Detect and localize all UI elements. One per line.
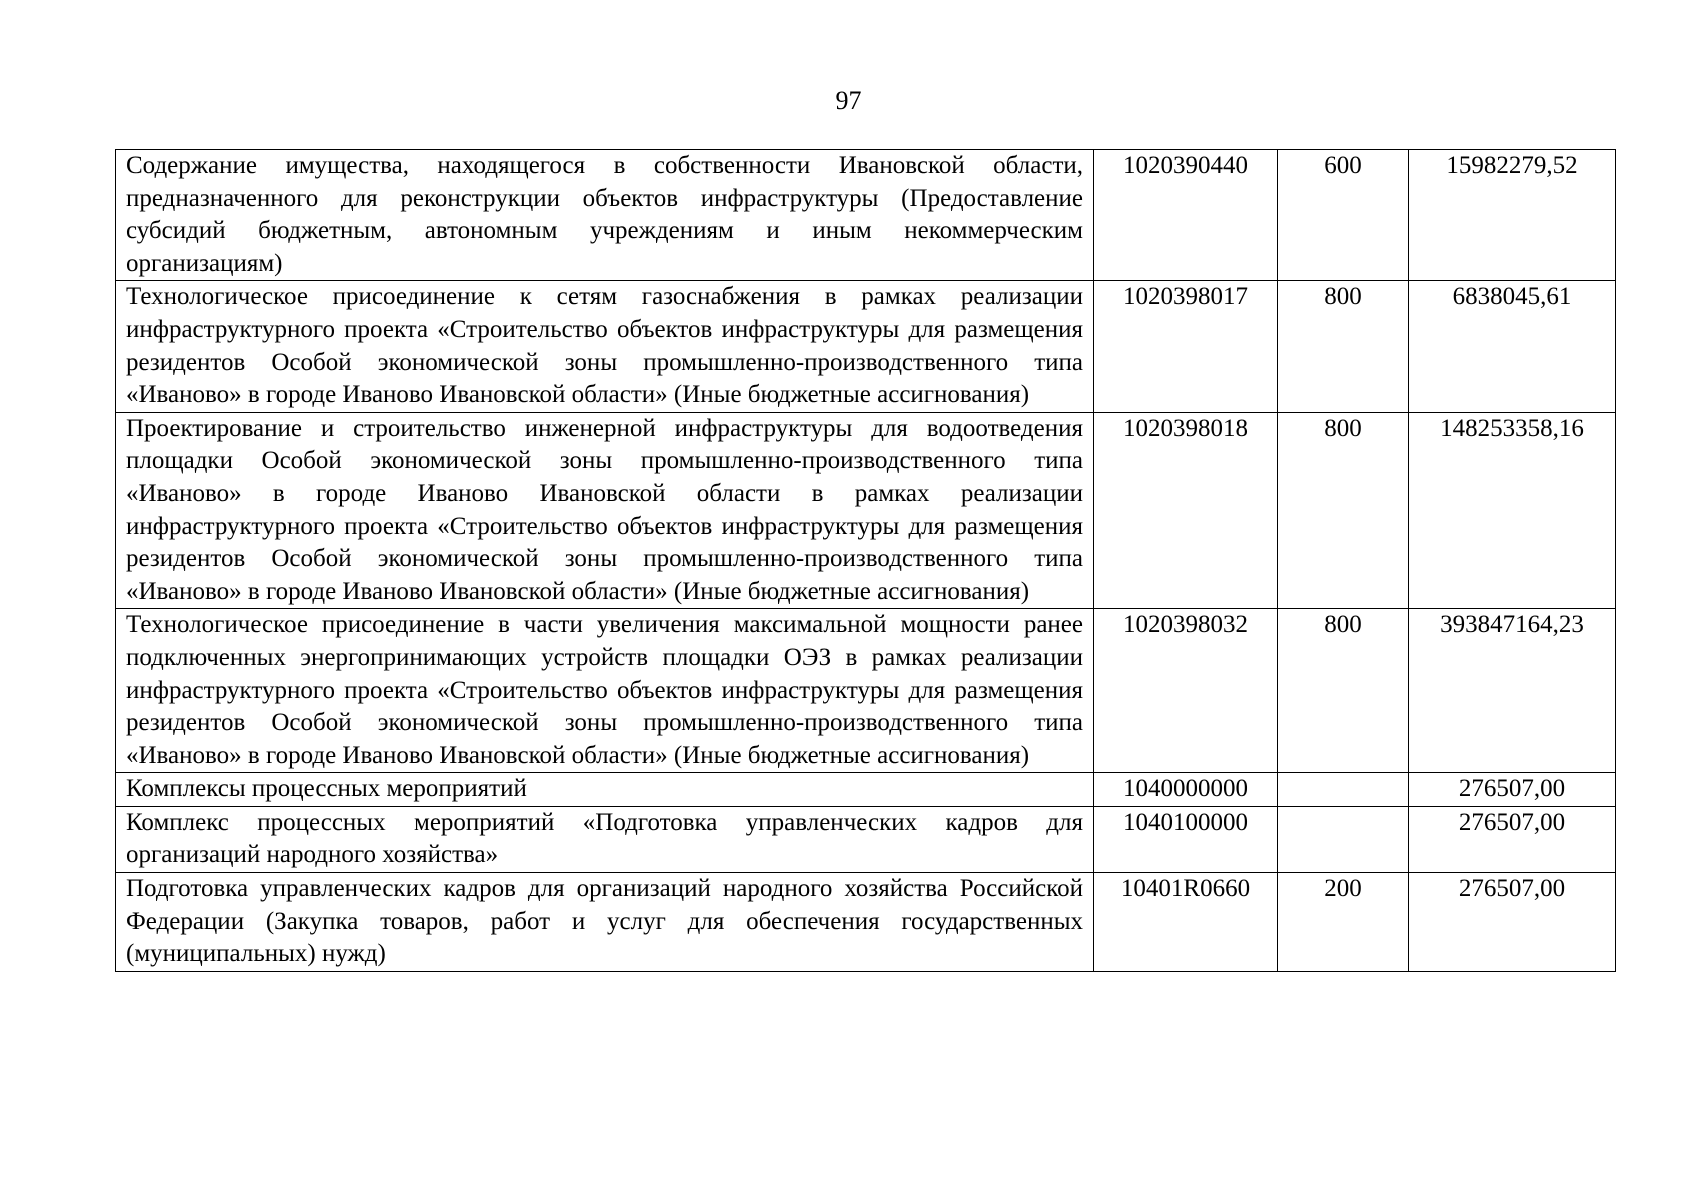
row-description: Проектирование и строительство инженерной инфраструктуры для водоотведения площадки Особой экономической зоны промышленно-производственного типа «Иваново» в городе Иваново Ивановской области в рамках реализации инфраструктурного проекта «Строительство объектов инфраструктуры для размещения резидентов Особой экономической зоны промышленно-производственного типа «Иваново» в городе Иваново Ивановской области» (Иные бюджетные ассигнования) <box>116 412 1094 609</box>
table-row <box>116 412 1616 609</box>
row-description: Комплексы процессных мероприятий <box>116 773 1094 807</box>
row-target-code: 1040000000 <box>1094 773 1278 807</box>
row-description: Подготовка управленческих кадров для организаций народного хозяйства Российской Федерации (Закупка товаров, работ и услуг для обеспечения государственных (муниципальных) нужд) <box>116 873 1094 972</box>
row-expense-type: 200 <box>1278 873 1409 972</box>
table-row <box>116 806 1616 872</box>
budget-table <box>115 149 1616 972</box>
row-description: Технологическое присоединение в части увеличения максимальной мощности ранее подключенных энергопринимающих устройств площадки ОЭЗ в рамках реализации инфраструктурного проекта «Строительство объектов инфраструктуры для размещения резидентов Особой экономической зоны промышленно-производственного типа «Иваново» в городе Иваново Ивановской области» (Иные бюджетные ассигнования) <box>116 609 1094 773</box>
row-amount: 276507,00 <box>1409 873 1616 972</box>
row-expense-type <box>1278 773 1409 807</box>
row-amount: 276507,00 <box>1409 806 1616 872</box>
row-expense-type: 800 <box>1278 609 1409 773</box>
row-target-code: 1020398017 <box>1094 281 1278 412</box>
row-target-code: 10401R0660 <box>1094 873 1278 972</box>
row-description: Комплекс процессных мероприятий «Подготовка управленческих кадров для организаций народного хозяйства» <box>116 806 1094 872</box>
row-target-code: 1040100000 <box>1094 806 1278 872</box>
page-number: 97 <box>835 86 862 115</box>
row-amount: 393847164,23 <box>1409 609 1616 773</box>
row-amount: 148253358,16 <box>1409 412 1616 609</box>
row-amount: 6838045,61 <box>1409 281 1616 412</box>
row-target-code: 1020398032 <box>1094 609 1278 773</box>
row-expense-type: 600 <box>1278 150 1409 281</box>
row-amount: 15982279,52 <box>1409 150 1616 281</box>
table-row <box>116 773 1616 807</box>
row-target-code: 1020398018 <box>1094 412 1278 609</box>
table-row <box>116 873 1616 972</box>
table-row <box>116 609 1616 773</box>
table-row <box>116 150 1616 281</box>
table-row <box>116 281 1616 412</box>
row-amount: 276507,00 <box>1409 773 1616 807</box>
row-target-code: 1020390440 <box>1094 150 1278 281</box>
row-expense-type <box>1278 806 1409 872</box>
row-expense-type: 800 <box>1278 281 1409 412</box>
row-expense-type: 800 <box>1278 412 1409 609</box>
row-description: Технологическое присоединение к сетям газоснабжения в рамках реализации инфраструктурного проекта «Строительство объектов инфраструктуры для размещения резидентов Особой экономической зоны промышленно-производственного типа «Иваново» в городе Иваново Ивановской области» (Иные бюджетные ассигнования) <box>116 281 1094 412</box>
row-description: Содержание имущества, находящегося в собственности Ивановской области, предназначенного для реконструкции объектов инфраструктуры (Предоставление субсидий бюджетным, автономным учреждениям и иным некоммерческим организациям) <box>116 150 1094 281</box>
